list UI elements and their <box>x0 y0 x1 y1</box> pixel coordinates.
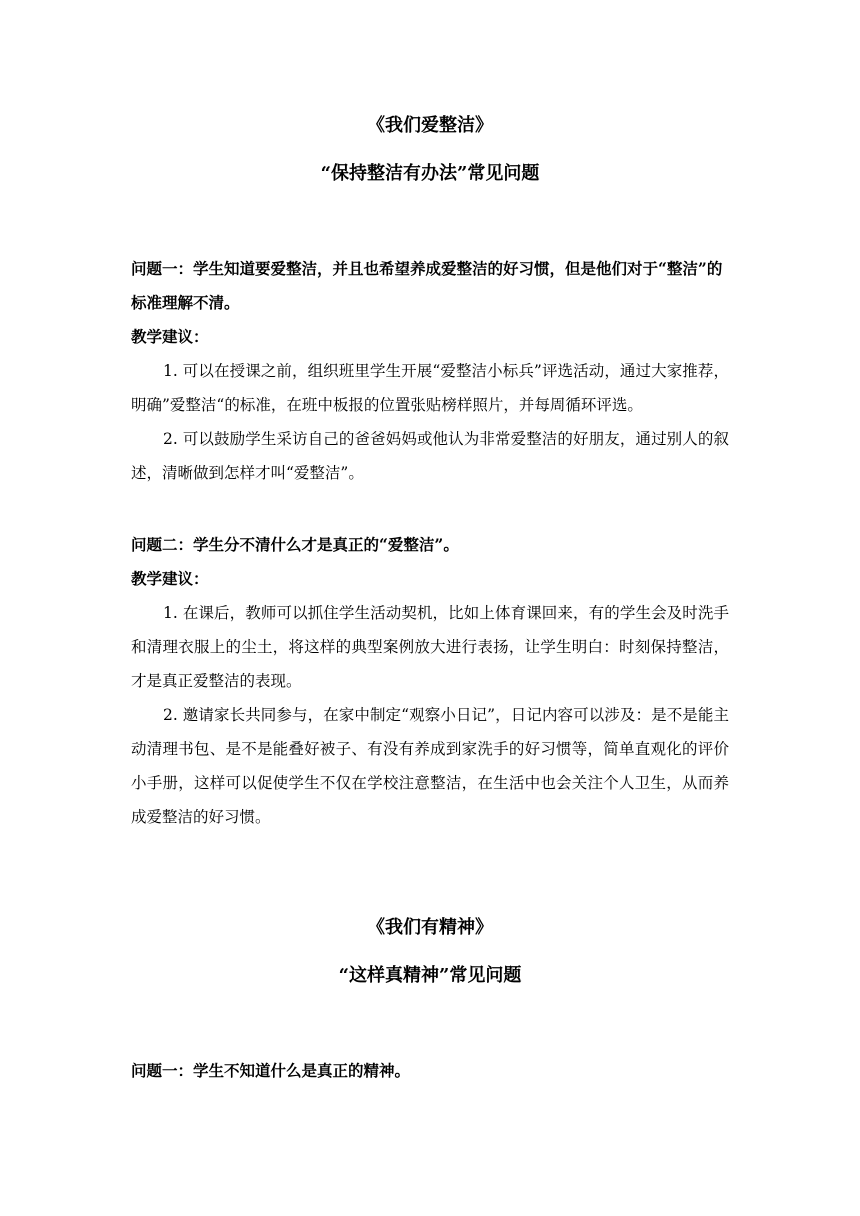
suggestion-item: 2. 邀请家长共同参与，在家中制定“观察小日记”，日记内容可以涉及：是不是能主动清理书包、是不是能叠好被子、有没有养成到家洗手的好习惯等，简单直观化的评价小手册，这样可以促使学生不仅在学校注意整洁，在生活中也会关注个人卫生，从而养成爱整洁的好习惯。 <box>131 706 729 826</box>
section-title: 《我们有精神》 <box>367 917 493 938</box>
question-heading: 问题二：学生分不清什么才是真正的“爱整洁”。 <box>131 535 459 554</box>
question-heading: 问题一：学生不知道什么是真正的精神。 <box>131 1061 411 1080</box>
spacer <box>131 834 729 914</box>
section-subtitle: “保持整洁有办法”常见问题 <box>320 163 540 184</box>
section-cleanliness <box>131 112 729 834</box>
teaching-suggestion-label: 教学建议： <box>131 569 209 588</box>
suggestion-item: 2. 可以鼓励学生采访自己的爸爸妈妈或他认为非常爱整洁的好朋友，通过别人的叙述，清晰做到怎样才叫“爱整洁”。 <box>131 430 729 482</box>
teaching-suggestion-label: 教学建议： <box>131 327 209 346</box>
spacer <box>131 490 729 528</box>
section-spirit <box>131 914 729 1088</box>
suggestion-item: 1. 在课后，教师可以抓住学生活动契机，比如上体育课回来，有的学生会及时洗手和清理衣服上的尘土，将这样的典型案例放大进行表扬，让学生明白：时刻保持整洁，才是真正爱整洁的表现。 <box>131 604 729 690</box>
suggestion-item: 1. 可以在授课之前，组织班里学生开展“爱整洁小标兵”评选活动，通过大家推荐，明确”爱整洁“的标准，在班中板报的位置张贴榜样照片，并每周循环评选。 <box>131 362 729 414</box>
section-title: 《我们爱整洁》 <box>367 115 493 136</box>
document-content <box>131 112 729 1088</box>
question-heading: 问题一：学生知道要爱整洁，并且也希望养成爱整洁的好习惯，但是他们对于“整洁”的标准理解不清。 <box>131 259 723 312</box>
section-subtitle: “这样真精神”常见问题 <box>338 965 522 986</box>
